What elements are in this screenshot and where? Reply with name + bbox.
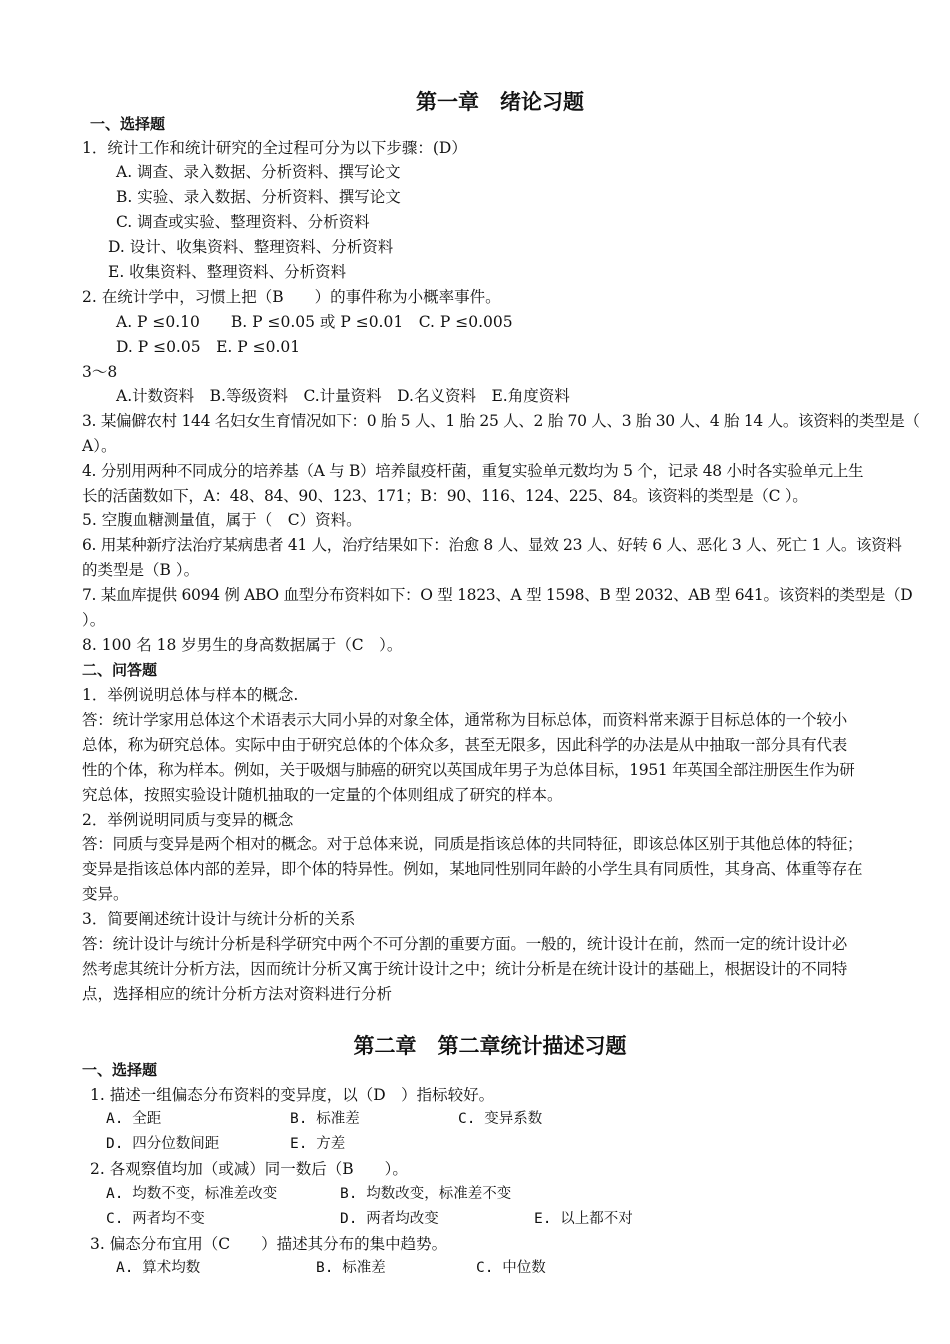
ch1-q1-option-c: C. 调查或实验、整理资料、分析资料 xyxy=(116,213,370,231)
ch1-q4-line1: 4. 分别用两种不同成分的培养基（A 与 B）培养鼠疫杆菌，重复实验单元数均为 5 个，记录 48 小时各实验单元上生 xyxy=(82,462,864,480)
ch2-q2-option-b: B. 均数改变，标准差不变 xyxy=(340,1186,512,1202)
ch1-q1-stem: 1．统计工作和统计研究的全过程可分为以下步骤：(D） xyxy=(82,139,467,157)
ch2-q1-option-d: D. 四分位数间距 xyxy=(106,1136,220,1152)
ch1-q3-8-options: A.计数资料 B.等级资料 C.计量资料 D.名义资料 E.角度资料 xyxy=(116,387,570,405)
ch1-qa3-answer-line2: 然考虑其统计分析方法，因而统计分析又寓于统计设计之中；统计分析是在统计设计的基础上，根据设计的不同特 xyxy=(82,960,848,978)
ch1-q5: 5. 空腹血糖测量值，属于（ C）资料。 xyxy=(82,511,362,529)
ch1-section-choice: 一、选择题 xyxy=(90,115,166,133)
ch2-q2-stem: 2. 各观察值均加（或减）同一数后（B ）。 xyxy=(90,1160,408,1178)
chapter2-title: 第二章 第二章统计描述习题 xyxy=(353,1034,627,1058)
ch1-q3-8-range: 3～8 xyxy=(82,363,118,381)
ch1-qa1-answer-line4: 究总体，按照实验设计随机抽取的一定量的个体则组成了研究的样本。 xyxy=(82,786,563,804)
ch1-q2-stem: 2. 在统计学中，习惯上把（B ）的事件称为小概率事件。 xyxy=(82,288,501,306)
ch1-q6-line1: 6. 用某种新疗法治疗某病患者 41 人，治疗结果如下：治愈 8 人、显效 23 人、好转 6 人、恶化 3 人、死亡 1 人。该资料 xyxy=(82,536,902,554)
ch1-qa3-answer-line1: 答：统计设计与统计分析是科学研究中两个不可分割的重要方面。一般的，统计设计在前，然而一定的统计设计必 xyxy=(82,935,848,953)
ch2-q3-option-b: B. 标准差 xyxy=(316,1260,386,1276)
ch2-q1-option-e: E. 方差 xyxy=(290,1136,346,1152)
ch1-q7-line1: 7. 某血库提供 6094 例 ABO 血型分布资料如下：O 型 1823、A 型 1598、B 型 2032、AB 型 641。该资料的类型是（D xyxy=(82,586,913,604)
ch1-qa2-answer-line1: 答：同质与变异是两个相对的概念。对于总体来说，同质是指该总体的共同特征，即该总体区别于其他总体的特征； xyxy=(82,835,863,853)
ch1-q3-line1: 3. 某偏僻农村 144 名妇女生育情况如下：0 胎 5 人、1 胎 25 人、2 胎 70 人、3 胎 30 人、4 胎 14 人。该资料的类型是（ xyxy=(82,412,920,430)
ch2-q3-stem: 3. 偏态分布宜用（C ）描述其分布的集中趋势。 xyxy=(90,1235,448,1253)
ch1-qa2-answer-line3: 变异。 xyxy=(82,885,129,903)
ch1-q4-line2: 长的活菌数如下，A：48、84、90、123、171；B：90、116、124、225、84。该资料的类型是（C ）。 xyxy=(82,487,808,505)
ch1-q7-line2: ）。 xyxy=(82,611,106,629)
ch2-section-choice: 一、选择题 xyxy=(82,1061,158,1079)
ch1-qa1-question: 1．举例说明总体与样本的概念. xyxy=(82,686,299,704)
ch2-q3-option-c: C. 中位数 xyxy=(476,1260,546,1276)
ch1-q2-options-row1: A. P ≤0.10 B. P ≤0.05 或 P ≤0.01 C. P ≤0.005 xyxy=(116,313,513,331)
ch2-q3-option-a: A. 算术均数 xyxy=(116,1260,201,1276)
ch1-q1-option-b: B. 实验、录入数据、分析资料、撰写论文 xyxy=(116,188,401,206)
ch2-q2-option-d: D. 两者均改变 xyxy=(340,1211,439,1227)
chapter1-title: 第一章 绪论习题 xyxy=(416,90,584,114)
ch2-q1-option-c: C. 变异系数 xyxy=(458,1111,543,1127)
ch1-qa1-answer-line3: 性的个体，称为样本。例如，关于吸烟与肺癌的研究以英国成年男子为总体目标，1951 年英国全部注册医生作为研 xyxy=(82,761,855,779)
ch2-q1-stem: 1. 描述一组偏态分布资料的变异度，以（D ）指标较好。 xyxy=(90,1086,495,1104)
ch1-qa2-answer-line2: 变异是指该总体内部的差异，即个体的特异性。例如，某地同性别同年龄的小学生具有同质性，其身高、体重等存在 xyxy=(82,860,863,878)
ch2-q2-option-c: C. 两者均不变 xyxy=(106,1211,205,1227)
ch1-qa3-question: 3．简要阐述统计设计与统计分析的关系 xyxy=(82,910,356,928)
ch1-qa1-answer-line2: 总体，称为研究总体。实际中由于研究总体的个体众多，甚至无限多，因此科学的办法是从中抽取一部分具有代表 xyxy=(82,736,848,754)
ch1-q2-options-row2: D. P ≤0.05 E. P ≤0.01 xyxy=(116,338,301,356)
ch2-q1-option-b: B. 标准差 xyxy=(290,1111,360,1127)
ch2-q2-option-e: E. 以上都不对 xyxy=(534,1211,633,1227)
ch1-q1-option-a: A. 调查、录入数据、分析资料、撰写论文 xyxy=(116,163,401,181)
ch1-q1-option-d: D. 设计、收集资料、整理资料、分析资料 xyxy=(108,238,394,256)
ch1-section-qa: 二、问答题 xyxy=(82,661,158,679)
ch1-qa1-answer-line1: 答：统计学家用总体这个术语表示大同小异的对象全体，通常称为目标总体，而资料常来源于目标总体的一个较小 xyxy=(82,711,848,729)
ch1-q3-line2: A）。 xyxy=(82,437,117,455)
ch1-q1-option-e: E. 收集资料、整理资料、分析资料 xyxy=(108,263,347,281)
ch2-q1-option-a: A. 全距 xyxy=(106,1111,162,1127)
ch1-qa3-answer-line3: 点，选择相应的统计分析方法对资料进行分析 xyxy=(82,985,393,1003)
ch1-qa2-question: 2．举例说明同质与变异的概念 xyxy=(82,811,294,829)
ch1-q8: 8. 100 名 18 岁男生的身高数据属于（C ）。 xyxy=(82,636,403,654)
ch2-q2-option-a: A. 均数不变，标准差改变 xyxy=(106,1186,278,1202)
ch1-q6-line2: 的类型是（B ）。 xyxy=(82,561,200,579)
